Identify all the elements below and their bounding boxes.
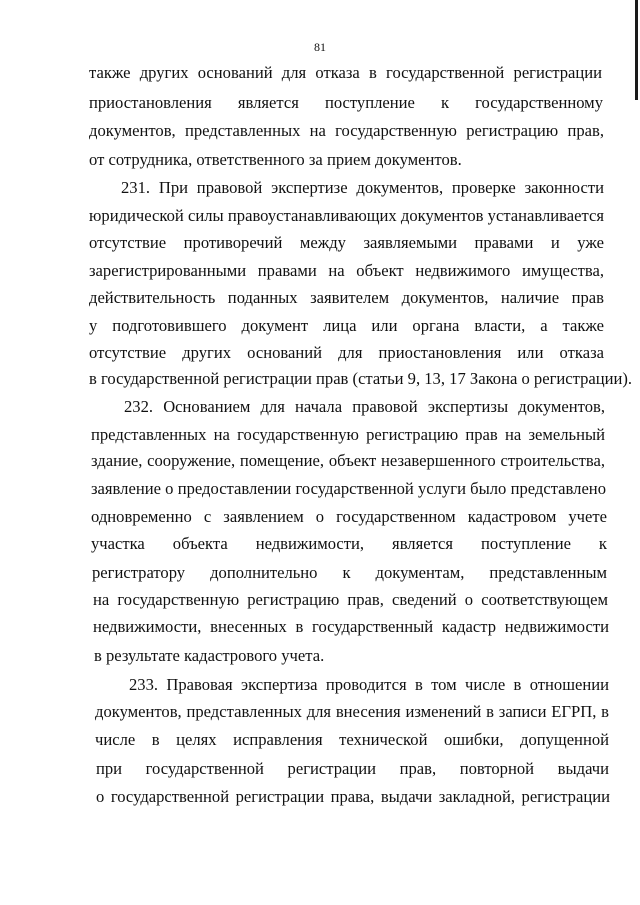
text-line: на государственную регистрацию прав, сведений о соответствующем (93, 590, 608, 609)
text-line: от сотрудника, ответственного за прием документов. (89, 150, 462, 169)
text-line: отсутствие других оснований для приостановления или отказа (89, 343, 604, 362)
page-number: 81 (314, 40, 326, 54)
text-line: 231. При правовой экспертизе документов, проверке законности (121, 178, 604, 197)
text-line: документов, представленных для внесения изменений в записи ЕГРП, в (95, 702, 609, 721)
text-line: 233. Правовая экспертиза проводится в том числе в отношении (129, 675, 609, 694)
text-line: здание, сооружение, помещение, объект незавершенного строительства, (91, 451, 605, 470)
text-line: заявление о предоставлении государственной услуги было представлено (91, 479, 606, 498)
text-line: в государственной регистрации прав (статьи 9, 13, 17 Закона о регистрации). (89, 369, 633, 388)
text-line: участка объекта недвижимости, является поступление к (91, 534, 607, 553)
text-line: юридической силы правоустанавливающих документов устанавливается (89, 206, 604, 225)
text-line: действительность поданных заявителем документов, наличие прав (89, 288, 604, 307)
text-line: 232. Основанием для начала правовой экспертизы документов, (124, 397, 605, 416)
text-line: при государственной регистрации прав, повторной выдачи (96, 759, 609, 778)
text-line: одновременно с заявлением о государственном кадастровом учете (91, 507, 607, 526)
text-line: числе в целях исправления технической ошибки, допущенной (95, 730, 609, 749)
text-line: зарегистрированными правами на объект недвижимого имущества, (89, 261, 604, 280)
text-line: отсутствие противоречий между заявляемыми правами и уже (89, 233, 604, 252)
text-line: недвижимости, внесенных в государственный кадастр недвижимости (93, 617, 609, 636)
text-line: приостановления является поступление к государственному (89, 93, 603, 112)
text-line: регистратору дополнительно к документам, представленным (92, 563, 607, 582)
text-line: также других оснований для отказа в государственной регистрации (89, 63, 602, 82)
text-line: представленных на государственную регистрацию прав на земельный (91, 425, 605, 444)
text-line: в результате кадастрового учета. (94, 646, 325, 665)
text-line: у подготовившего документ лица или органа власти, а также (89, 316, 604, 335)
text-line: документов, представленных на государственную регистрацию прав, (89, 121, 604, 140)
text-line: о государственной регистрации права, выдачи закладной, регистрации (96, 787, 610, 806)
